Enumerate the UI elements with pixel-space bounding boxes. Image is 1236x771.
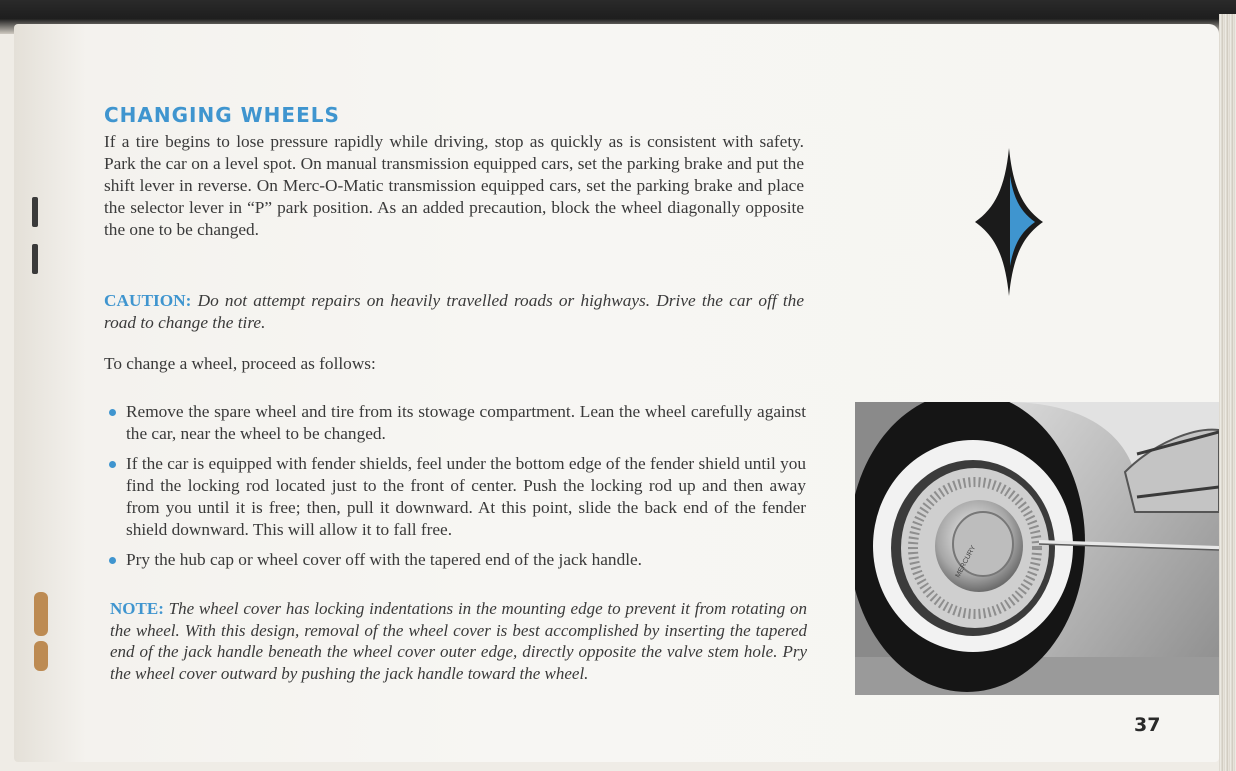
rust-stain	[34, 592, 48, 636]
list-item: If the car is equipped with fender shields, feel under the bottom edge of the fender shield until you find the locking rod located just to the front of center. Push the locking rod up and then away from you until it is free; then, pull it downward. At this point, slide the back end of the fender shield downward. This will allow it to fall free.	[104, 453, 806, 541]
bullet-icon	[109, 557, 116, 564]
note-label: NOTE	[110, 599, 159, 618]
page-edges	[1219, 14, 1236, 771]
note-paragraph: NOTE: The wheel cover has locking indentations in the mounting edge to prevent it from rotating on the wheel. With this design, removal of the wheel cover is best accomplished by inserting the tapered end of the jack handle beneath the wheel cover outer edge, directly opposite the valve stem hole. Pry the wheel cover outward by pushing the jack handle toward the wheel.	[110, 599, 807, 683]
caution-label: CAUTION	[104, 291, 186, 310]
caution-text: Do not attempt repairs on heavily travelled roads or highways. Drive the car off the road to change the tire.	[104, 291, 804, 332]
intro-paragraph: If a tire begins to lose pressure rapidly while driving, stop as quickly as is consistent with safety. Park the car on a level spot. On manual transmission equipped cars, set the parking brake and put the shift lever in reverse. On Merc-O-Matic transmission equipped cars, set the parking brake and place the selector lever in “P” park position. As an added precaution, block the wheel diagonally opposite the one to be changed.	[104, 132, 804, 239]
note-text: The wheel cover has locking indentations in the mounting edge to prevent it from rotating on the wheel. With this design, removal of the wheel cover is best accomplished by inserting the tapered end of the jack handle beneath the wheel cover outer edge, directly opposite the valve stem hole. Pry the wheel cover outward by pushing the jack handle toward the wheel.	[110, 599, 807, 683]
proceed-text: To change a wheel, proceed as follows:	[104, 354, 376, 373]
binding-mark	[32, 197, 38, 227]
hubcap-brand: MERCURY	[954, 544, 978, 579]
page-number: 37	[1134, 714, 1161, 736]
list-item: Pry the hub cap or wheel cover off with the tapered end of the jack handle.	[104, 549, 806, 571]
step-list	[104, 401, 806, 579]
bullet-icon	[109, 461, 116, 468]
caution-paragraph: CAUTION: Do not attempt repairs on heavily travelled roads or highways. Drive the car off the road to change the tire.	[104, 291, 804, 332]
page-title: CHANGING WHEELS	[104, 103, 340, 127]
wheel-photo	[855, 402, 1219, 695]
bullet-icon	[109, 409, 116, 416]
four-point-star-icon	[975, 148, 1043, 296]
rust-stain	[34, 641, 48, 671]
binding-mark	[32, 244, 38, 274]
list-item: Remove the spare wheel and tire from its stowage compartment. Lean the wheel carefully against the car, near the wheel to be changed.	[104, 401, 806, 445]
